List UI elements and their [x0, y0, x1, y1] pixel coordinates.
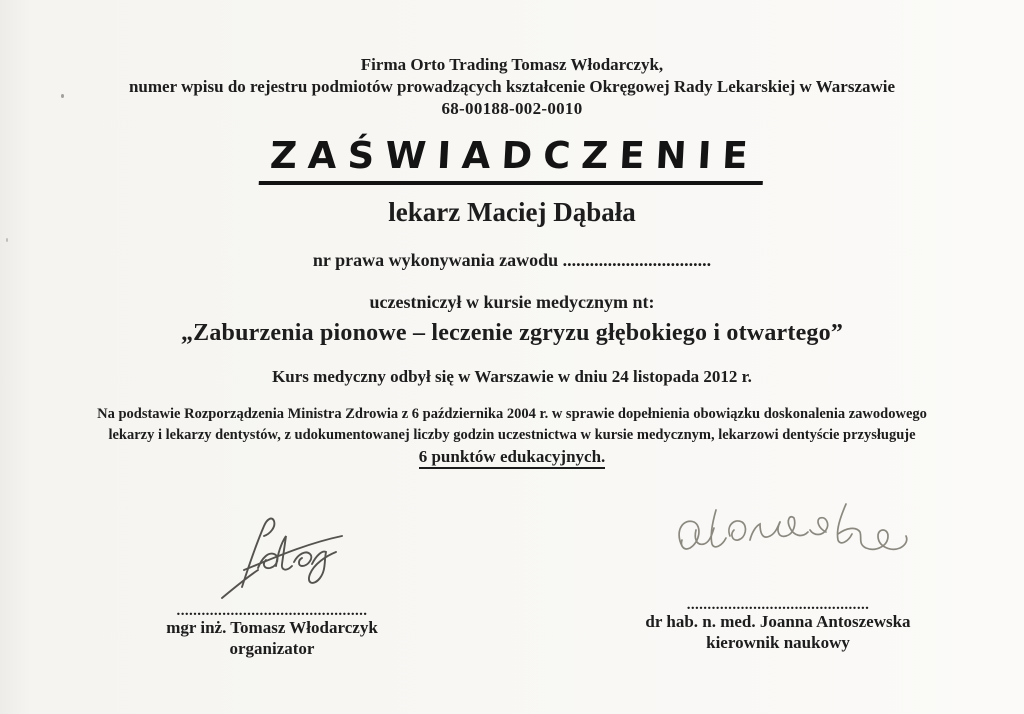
- course-date-line: Kurs medyczny odbył się w Warszawie w dniu 24 listopada 2012 r.: [272, 367, 752, 386]
- signatory-left-name: mgr inż. Tomasz Włodarczyk: [166, 618, 378, 637]
- issuer-name: Firma Orto Trading Tomasz Włodarczyk,: [360, 55, 664, 74]
- participation-line: uczestniczył w kursie medycznym nt:: [369, 292, 655, 312]
- signatory-left-block: [122, 603, 422, 659]
- issuer-registry-line: numer wpisu do rejestru podmiotów prowadzących kształcenie Okręgowej Rady Lekarskiej w Warszawie: [128, 77, 896, 96]
- certificate-title: ZAŚWIADCZENIE: [259, 134, 766, 185]
- signature-left-handwriting: [214, 492, 354, 604]
- signatory-right-name: dr hab. n. med. Joanna Antoszewska: [645, 612, 911, 631]
- signature-right-handwriting: [660, 494, 910, 574]
- signature-left-dotted-line: ..............................................: [176, 603, 368, 619]
- scan-speck: [6, 238, 8, 242]
- course-title: „Zaburzenia pionowe – leczenie zgryzu głębokiego i otwartego”: [180, 320, 844, 346]
- legal-text-line2: lekarzy i lekarzy dentystów, z udokumentowanej liczby godzin uczestnictwa w kursie medycznym, lekarzowi dentyście przysługuje: [108, 427, 916, 443]
- legal-text-line1: Na podstawie Rozporządzenia Ministra Zdrowia z 6 października 2004 r. w sprawie dopełnienia obowiązku doskonalenia zawodowego: [97, 406, 927, 422]
- signatory-right-role: kierownik naukowy: [706, 633, 850, 652]
- scan-speck: [61, 94, 64, 98]
- certificate-title-wrap: [0, 134, 1024, 185]
- signatory-left-role: organizator: [229, 639, 315, 658]
- signature-right-dotted-line: ............................................: [686, 597, 870, 613]
- points-line-wrap: [0, 447, 1024, 467]
- recipient-name: lekarz Maciej Dąbała: [388, 197, 636, 227]
- license-number-line: nr prawa wykonywania zawodu .................................: [312, 250, 712, 270]
- signatory-right-block: [628, 597, 928, 653]
- registry-number: 68-00188-002-0010: [441, 99, 583, 118]
- points-line: 6 punktów edukacyjnych.: [419, 447, 606, 469]
